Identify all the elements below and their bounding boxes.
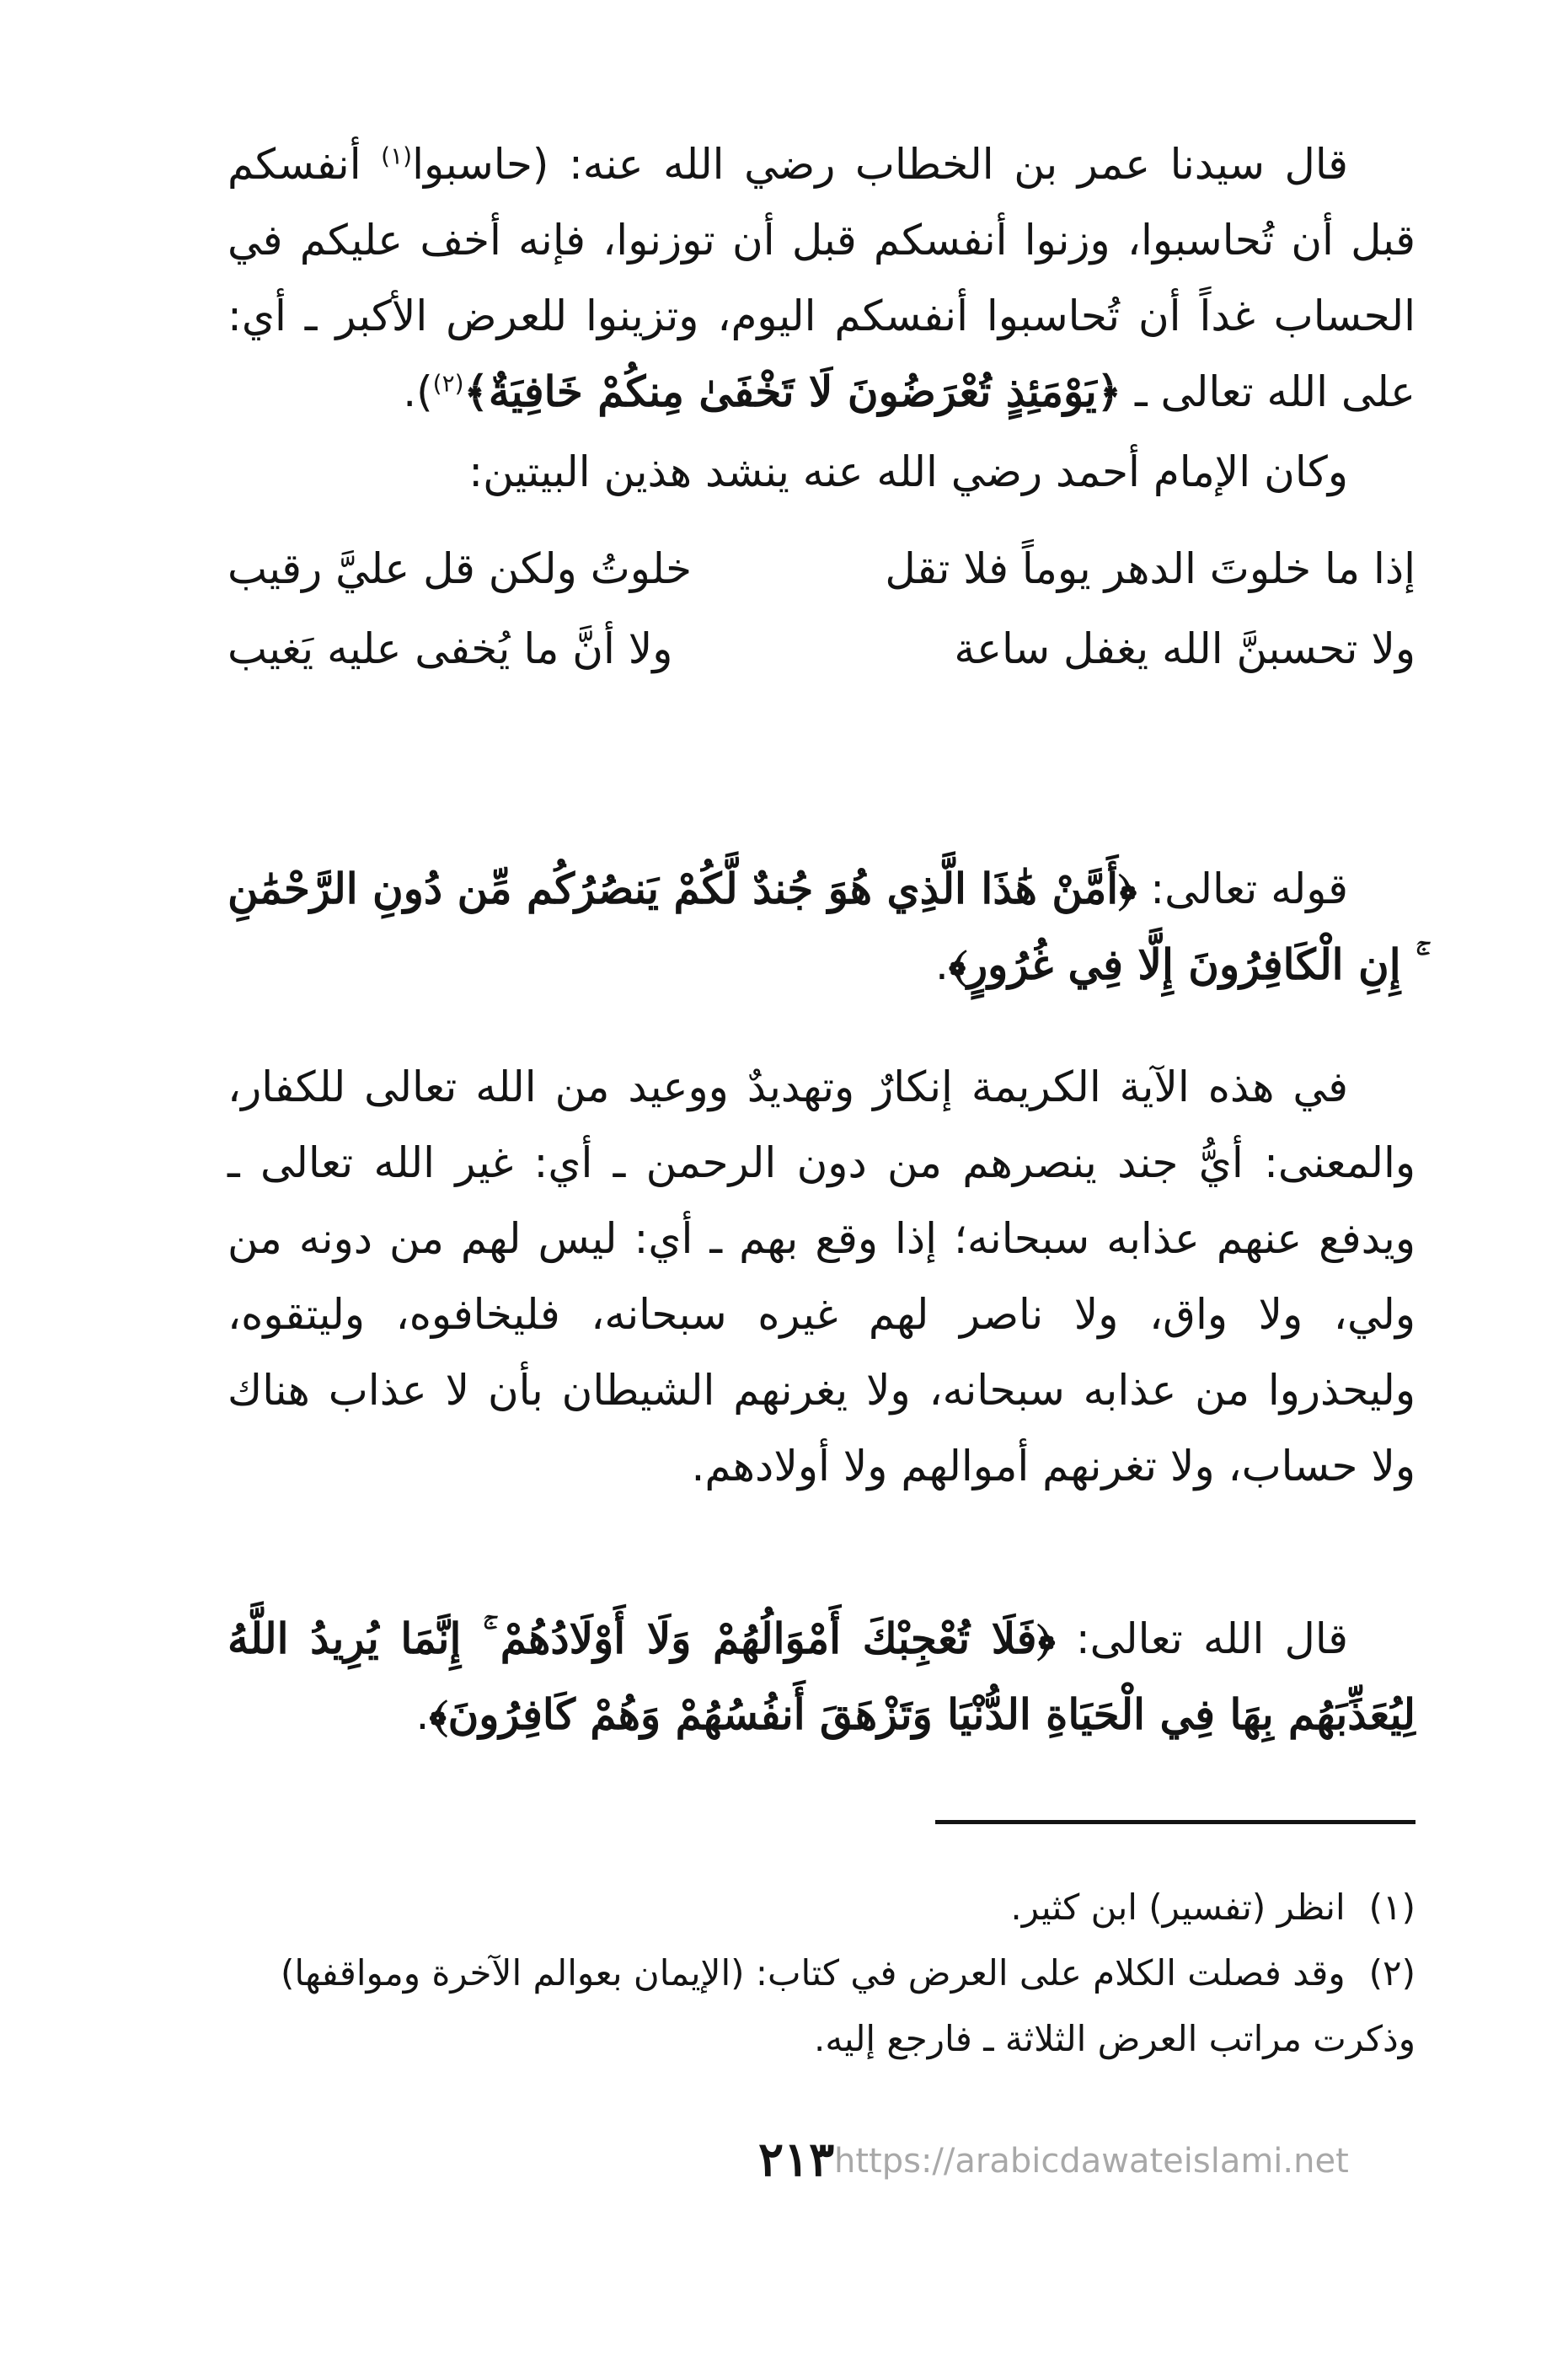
paragraph-text (227, 1601, 1415, 1753)
footnote-text: وقد فصلت الكلام على العرض في كتاب: (الإيمان بعوالم الآخرة ومواقفها) وذكرت مراتب العرض الثلاثة ـ فارجع إليه. (281, 1952, 1415, 2059)
page-number: ٢١٣ (758, 2132, 835, 2187)
paragraph-text (227, 851, 1415, 1003)
verse-end: . (934, 940, 949, 989)
poem-hemistich-second: خلوتُ ولكن قل عليَّ رقيب (227, 544, 693, 593)
footnote-ref-2[interactable]: (٢) (432, 369, 464, 398)
commentary-text: في هذه الآية الكريمة إنكارٌ وتهديدٌ ووعيد من الله تعالى للكفار، والمعنى: أيُّ جند ينصرهم من دون الرحمن ـ أي: غير الله تعالى ـ ويدفع عنهم عذابه سبحانه؛ إذا وقع بهم ـ أي: ليس لهم من دونه من ولي، ولا واق، ولا ناصر لهم غيره سبحانه، فليخافوه، وليتقوه، وليحذروا من عذابه سبحانه، ولا يغرنهم الشيطان بأن لا عذاب هناك ولا حساب، ولا تغرنهم أموالهم ولا أولادهم. (227, 1062, 1415, 1491)
quran-verse: ﴿أَمَّنْ هَٰذَا الَّذِي هُوَ جُندٌ لَّكُمْ يَنصُرُكُم مِّن دُونِ الرَّحْمَٰنِ ۚ إِنِ الْكَافِرُونَ إِلَّا فِي غُرُورٍ﴾ (227, 864, 1415, 989)
intro-text: وكان الإمام أحمد رضي الله عنه ينشد هذين البيتين: (468, 447, 1348, 496)
footnote-1 (227, 1875, 1415, 1940)
quote-text-body: أنفسكم قبل أن تُحاسبوا، وزنوا أنفسكم قبل أن توزنوا، فإنه أخف عليكم في الحساب غداً أن تُحاسبوا أنفسكم اليوم، وتزينوا للعرض الأكبر ـ أي: على الله تعالى ـ (227, 140, 1415, 416)
footnote-ref-1[interactable]: (١) (381, 142, 413, 170)
quote-text-start: قال سيدنا عمر بن الخطاب رضي الله عنه: (حاسبوا (412, 140, 1348, 189)
paragraph-verse-wealth (227, 1601, 1415, 1753)
poem-hemistich-second: ولا أنَّ ما يُخفى عليه يَغيب (227, 624, 673, 673)
watermark-url: https://arabicdawateislami.net (834, 2142, 1349, 2181)
paragraph-imam-ahmad (227, 434, 1415, 510)
footnote-separator (935, 1820, 1415, 1824)
poem (227, 529, 1415, 689)
footnote-2 (227, 1940, 1415, 2072)
paragraph-commentary (227, 1049, 1415, 1504)
verse-intro: قوله تعالى: (1137, 864, 1348, 913)
footnotes (227, 1875, 1415, 2072)
paragraph-text (227, 126, 1415, 430)
poem-hemistich-first: إذا ما خلوتَ الدهر يوماً فلا تقل (885, 544, 1415, 593)
poem-verse (227, 609, 1415, 689)
paragraph-verse-amman (227, 851, 1415, 1003)
quran-verse: ﴿يَوْمَئِذٍ تُعْرَضُونَ لَا تَخْفَىٰ مِنكُمْ خَافِيَةٌ﴾ (463, 367, 1122, 416)
verse-end: . (415, 1690, 430, 1739)
verse-intro: قال الله تعالى: (1055, 1614, 1349, 1663)
poem-hemistich-first: ولا تحسبنَّ الله يغفل ساعة (954, 624, 1415, 673)
footnote-text: انظر (تفسير) ابن كثير. (1010, 1887, 1346, 1928)
poem-verse (227, 529, 1415, 609)
footnote-number: (٢) (1368, 1952, 1415, 1994)
quote-text-end: ). (403, 367, 433, 416)
footnote-number: (١) (1368, 1887, 1415, 1928)
paragraph-text (227, 434, 1415, 510)
paragraph-umar-quote (227, 126, 1415, 430)
paragraph-text (227, 1049, 1415, 1504)
quran-verse: ﴿فَلَا تُعْجِبْكَ أَمْوَالُهُمْ وَلَا أَوْلَادُهُمْ ۚ إِنَّمَا يُرِيدُ اللَّهُ لِيُعَذِّبَهُم بِهَا فِي الْحَيَاةِ الدُّنْيَا وَتَزْهَقَ أَنفُسُهُمْ وَهُمْ كَافِرُونَ﴾ (227, 1614, 1415, 1739)
